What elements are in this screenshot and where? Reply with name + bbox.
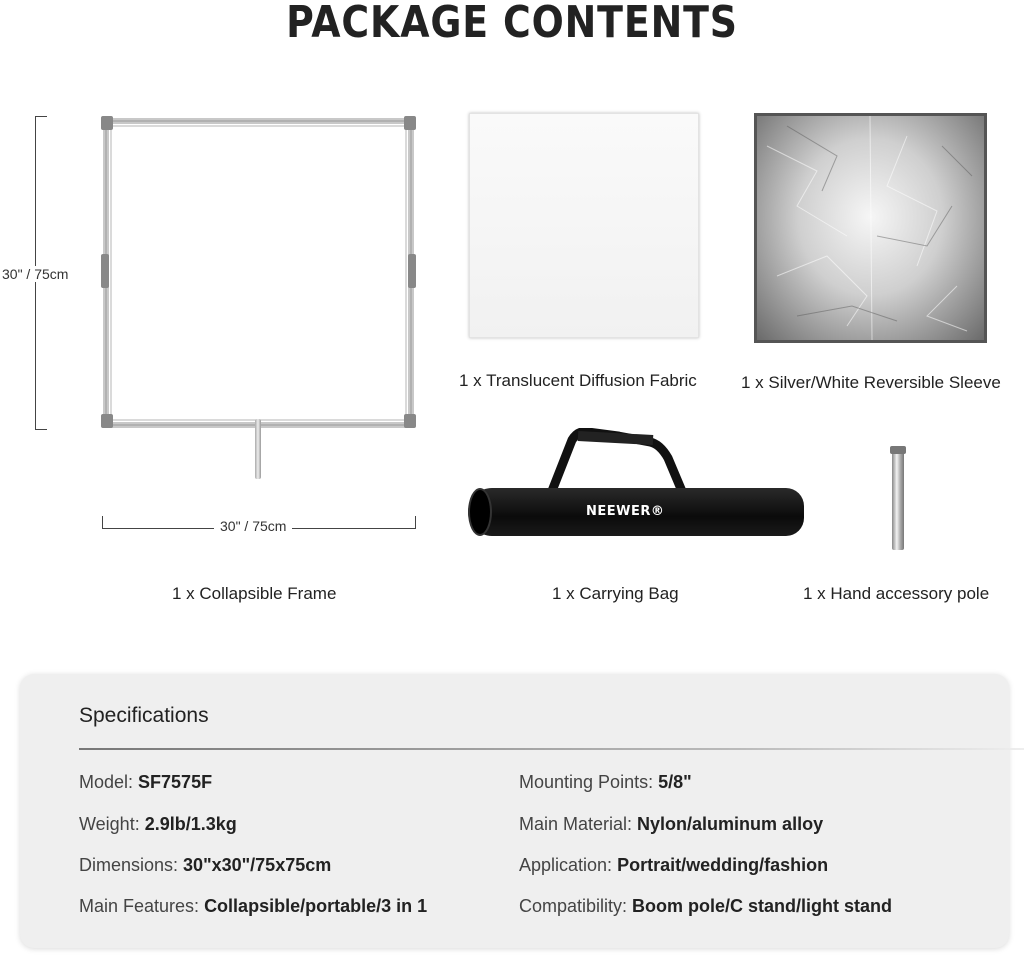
width-dimension-cap-left	[102, 516, 103, 529]
page-title: PACKAGE CONTENTS	[286, 0, 738, 48]
specifications-divider	[79, 748, 1024, 750]
fabric-caption: 1 x Translucent Diffusion Fabric	[459, 371, 697, 390]
height-dimension-cap-bottom	[35, 429, 47, 430]
carrying-bag-image	[468, 428, 804, 540]
spec-key: Mounting Points:	[519, 772, 659, 792]
spec-key: Main Material:	[519, 814, 638, 834]
spec-value: Boom pole/C stand/light stand	[632, 896, 893, 916]
collapsible-frame-image	[101, 116, 416, 430]
spec-value: Collapsible/portable/3 in 1	[204, 896, 428, 916]
spec-row-model	[79, 772, 212, 793]
bag-end	[468, 488, 492, 536]
sleeve-caption: 1 x Silver/White Reversible Sleeve	[741, 373, 1001, 392]
spec-row-application	[519, 855, 828, 876]
frame-caption: 1 x Collapsible Frame	[172, 584, 337, 603]
spec-key: Dimensions:	[79, 855, 184, 875]
width-dimension-cap-right	[415, 516, 416, 529]
spec-key: Weight:	[79, 814, 145, 834]
accessory-pole-cap	[890, 446, 906, 454]
spec-value: 30"x30"/75x75cm	[183, 855, 332, 875]
spec-row-weight	[79, 814, 237, 835]
spec-key: Model:	[79, 772, 139, 792]
spec-row-features	[79, 896, 427, 917]
spec-key: Compatibility:	[519, 896, 633, 916]
spec-key: Application:	[519, 855, 618, 875]
height-dimension-label: 30" / 75cm	[2, 266, 69, 282]
spec-value: SF7575F	[138, 772, 213, 792]
bag-caption: 1 x Carrying Bag	[552, 584, 679, 603]
spec-row-compatibility	[519, 896, 892, 917]
spec-row-mounting	[519, 772, 692, 793]
spec-value: 2.9lb/1.3kg	[144, 814, 237, 834]
height-dimension-cap-top	[35, 116, 47, 117]
spec-row-material	[519, 814, 823, 835]
specifications-heading: Specifications	[79, 704, 209, 727]
frame-pin	[255, 419, 261, 479]
spec-row-dimensions	[79, 855, 331, 876]
spec-value: Nylon/aluminum alloy	[637, 814, 824, 834]
reversible-sleeve-image	[754, 113, 987, 343]
spec-key: Main Features:	[79, 896, 205, 916]
bag-logo: NEEWER®	[586, 504, 665, 519]
specifications-panel	[20, 674, 1009, 948]
width-dimension-label: 30" / 75cm	[214, 518, 292, 534]
pole-caption: 1 x Hand accessory pole	[803, 584, 990, 603]
spec-value: 5/8"	[658, 772, 692, 792]
spec-value: Portrait/wedding/fashion	[617, 855, 829, 875]
accessory-pole-image	[892, 446, 904, 550]
diffusion-fabric-image	[469, 113, 699, 338]
